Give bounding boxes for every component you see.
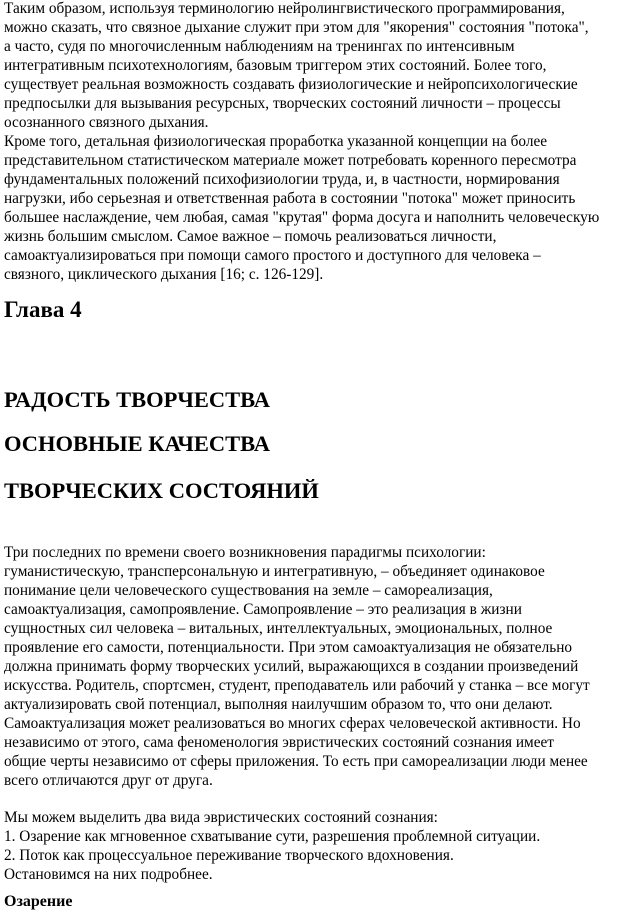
text-line: Остановимся на них подробнее. — [4, 866, 213, 883]
text-line: Самоактуализация может реализоваться во многих сферах человеческой активности. Но — [4, 715, 581, 732]
text-line: представительном статистическом материале может потребовать коренного пересмотра — [4, 152, 577, 169]
text-line: Три последних по времени своего возникновения парадигмы психологии: — [4, 544, 486, 561]
section-subheading: Озарение — [4, 893, 73, 910]
text-line: предпосылки для вызывания ресурсных, творческих состояний личности – процессы — [4, 95, 561, 112]
text-line: независимо от этого, сама феноменология эвристических состояний сознания имеет — [4, 734, 554, 751]
list-item: 1. Озарение как мгновенное схватывание сути, разрешения проблемной ситуации. — [4, 828, 541, 845]
text-line: всего отличаются друг от друга. — [4, 772, 213, 789]
text-line: сущностных сил человека – витальных, интеллектуальных, эмоциональных, полное — [4, 620, 553, 637]
text-line: а часто, судя по многочисленным наблюдениям на тренингах по интенсивным — [4, 38, 515, 55]
text-line: проявление его самости, потенциальности. При этом самоактуализация не обязательно — [4, 639, 573, 656]
chapter-title-line: РАДОСТЬ ТВОРЧЕСТВА — [4, 387, 271, 412]
text-line: самоактуализация, самопроявление. Самопроявление – это реализация в жизни — [4, 601, 522, 618]
text-line: понимание цели человеческого существования на земле – самореализация, — [4, 582, 493, 599]
text-line: Мы можем выделить два вида эвристических состояний сознания: — [4, 809, 438, 826]
text-line: существует реальная возможность создавать физиологические и нейропсихологические — [4, 76, 578, 93]
text-line: искусства. Родитель, спортсмен, студент, преподаватель или рабочий у станка – все могут — [4, 677, 590, 694]
chapter-title-line: ОСНОВНЫЕ КАЧЕСТВА — [4, 431, 271, 456]
text-line: самоактуализироваться при помощи самого простого и доступного для человека – — [4, 247, 541, 264]
text-line: общие черты независимо от сферы приложения. То есть при самореализации люди менее — [4, 753, 588, 770]
text-line: актуализировать свой потенциал, выполняя наилучшим образом то, что они делают. — [4, 696, 553, 713]
text-line: жизнь большим смыслом. Самое важное – помочь реализоваться личности, — [4, 228, 497, 245]
list-item: 2. Поток как процессуальное переживание творческого вдохновения. — [4, 847, 454, 864]
chapter-title-line: ТВОРЧЕСКИХ СОСТОЯНИЙ — [4, 478, 319, 503]
text-line: интегративным психотехнологиям, базовым триггером этих состояний. Более того, — [4, 57, 547, 74]
text-line: фундаментальных положений психофизиологии труда, и, в частности, нормирования — [4, 171, 560, 188]
text-line: Кроме того, детальная физиологическая проработка указанной концепции на более — [4, 133, 548, 150]
chapter-heading: Глава 4 — [4, 297, 82, 322]
text-line: осознанного связного дыхания. — [4, 114, 209, 131]
text-line: можно сказать, что связное дыхание служит при этом для "якорения" состояния "потока", — [4, 19, 589, 36]
text-line: связного, циклического дыхания [16; с. 126-129]. — [4, 266, 324, 283]
text-line: большее наслаждение, чем любая, самая "крутая" форма досуга и наполнить человеческую — [4, 209, 600, 226]
text-line: должна принимать форму творческих усилий, выражающихся в создании произведений — [4, 658, 579, 675]
text-line: нагрузки, ибо серьезная и ответственная работа в состоянии "потока" может приносить — [4, 190, 576, 207]
text-line: Таким образом, используя терминологию нейролингвистического программирования, — [4, 0, 565, 17]
text-line: гуманистическую, трансперсональную и интегративную, – объединяет одинаковое — [4, 563, 545, 580]
